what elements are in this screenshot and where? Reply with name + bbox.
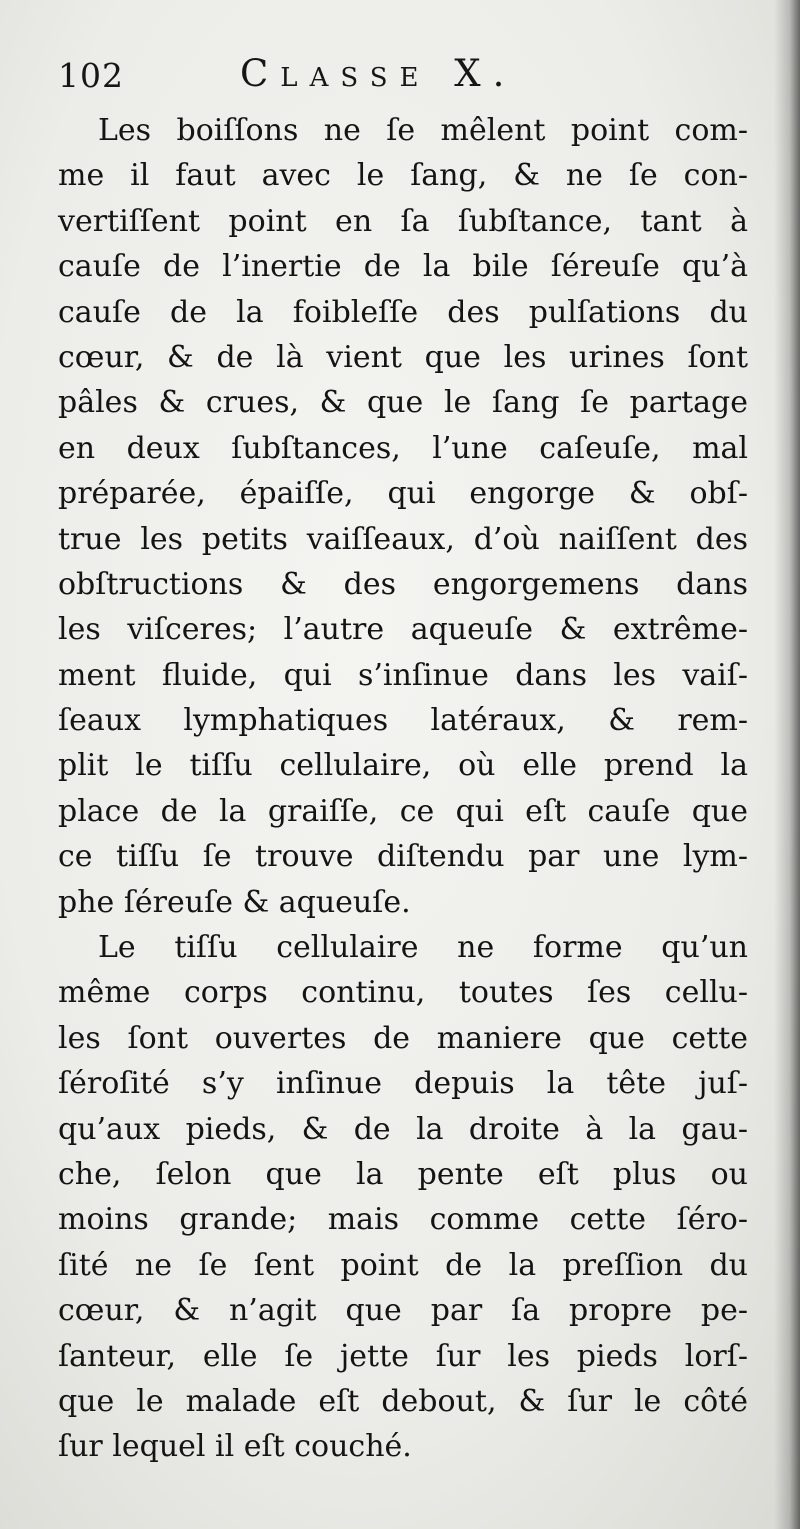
text-line: préparée, épaiſſe, qui engorge & obſ- bbox=[58, 476, 748, 512]
text-line: cauſe de la foibleſſe des pulſations du bbox=[58, 294, 748, 330]
text-line: ſanteur, elle ſe jette ſur les pieds lorſ- bbox=[58, 1338, 748, 1374]
text-line: ſité ne ſe ſent point de la preſſion du bbox=[58, 1247, 748, 1283]
text-line: phe ſéreuſe & aqueuſe. bbox=[58, 884, 411, 920]
text-line: cauſe de l’inertie de la bile ſéreuſe qu’à bbox=[58, 249, 748, 285]
text-line: obſtructions & des engorgemens dans bbox=[58, 566, 748, 602]
text-line: en deux ſubſtances, l’une caſeuſe, mal bbox=[58, 430, 748, 466]
paragraph-1 bbox=[58, 108, 748, 925]
text-line: che, ſelon que la pente eſt plus ou bbox=[58, 1156, 748, 1192]
text-line: ſeaux lymphatiques latéraux, & rem- bbox=[58, 703, 748, 739]
text-line: ce tiſſu ſe trouve diſtendu par une lym- bbox=[58, 839, 748, 875]
page-number: 102 bbox=[58, 56, 124, 95]
text-line: ment fluide, qui s’inſinue dans les vaiſ- bbox=[58, 657, 748, 693]
text-line: ſéroſité s’y inſinue depuis la tête juſ- bbox=[58, 1066, 748, 1102]
running-head bbox=[58, 52, 578, 98]
text-line: plit le tiſſu cellulaire, où elle prend la bbox=[58, 748, 748, 784]
text-line: Les boiſſons ne ſe mêlent point com- bbox=[98, 113, 748, 148]
page-edge-shadow bbox=[774, 0, 800, 1529]
text-line: qu’aux pieds, & de la droite à la gau- bbox=[58, 1111, 748, 1147]
text-line: les ſont ouvertes de maniere que cette bbox=[58, 1020, 748, 1056]
body-text bbox=[58, 108, 748, 1470]
text-line: vertiſſent point en ſa ſubſtance, tant à bbox=[58, 203, 748, 239]
section-title: Classe X. bbox=[240, 52, 517, 95]
text-line: même corps continu, toutes ſes cellu- bbox=[58, 975, 748, 1011]
text-line: place de la graiſſe, ce qui eſt cauſe que bbox=[58, 793, 748, 829]
text-line: Le tiſſu cellulaire ne forme qu’un bbox=[98, 930, 748, 966]
text-line: ſur lequel il eſt couché. bbox=[58, 1429, 412, 1465]
text-line: pâles & crues, & que le ſang ſe partage bbox=[58, 385, 748, 421]
text-line: cœur, & n’agit que par ſa propre pe- bbox=[58, 1293, 748, 1329]
text-line: moins grande; mais comme cette ſéro- bbox=[58, 1202, 748, 1238]
paragraph-2 bbox=[58, 925, 748, 1470]
text-line: que le malade eſt debout, & ſur le côté bbox=[58, 1383, 748, 1419]
text-line: true les petits vaiſſeaux, d’où naiſſent des bbox=[58, 521, 748, 557]
text-line: me il faut avec le ſang, & ne ſe con- bbox=[58, 158, 748, 194]
text-line: les viſceres; l’autre aqueuſe & extrême- bbox=[58, 612, 748, 648]
text-line: cœur, & de là vient que les urines ſont bbox=[58, 339, 748, 375]
